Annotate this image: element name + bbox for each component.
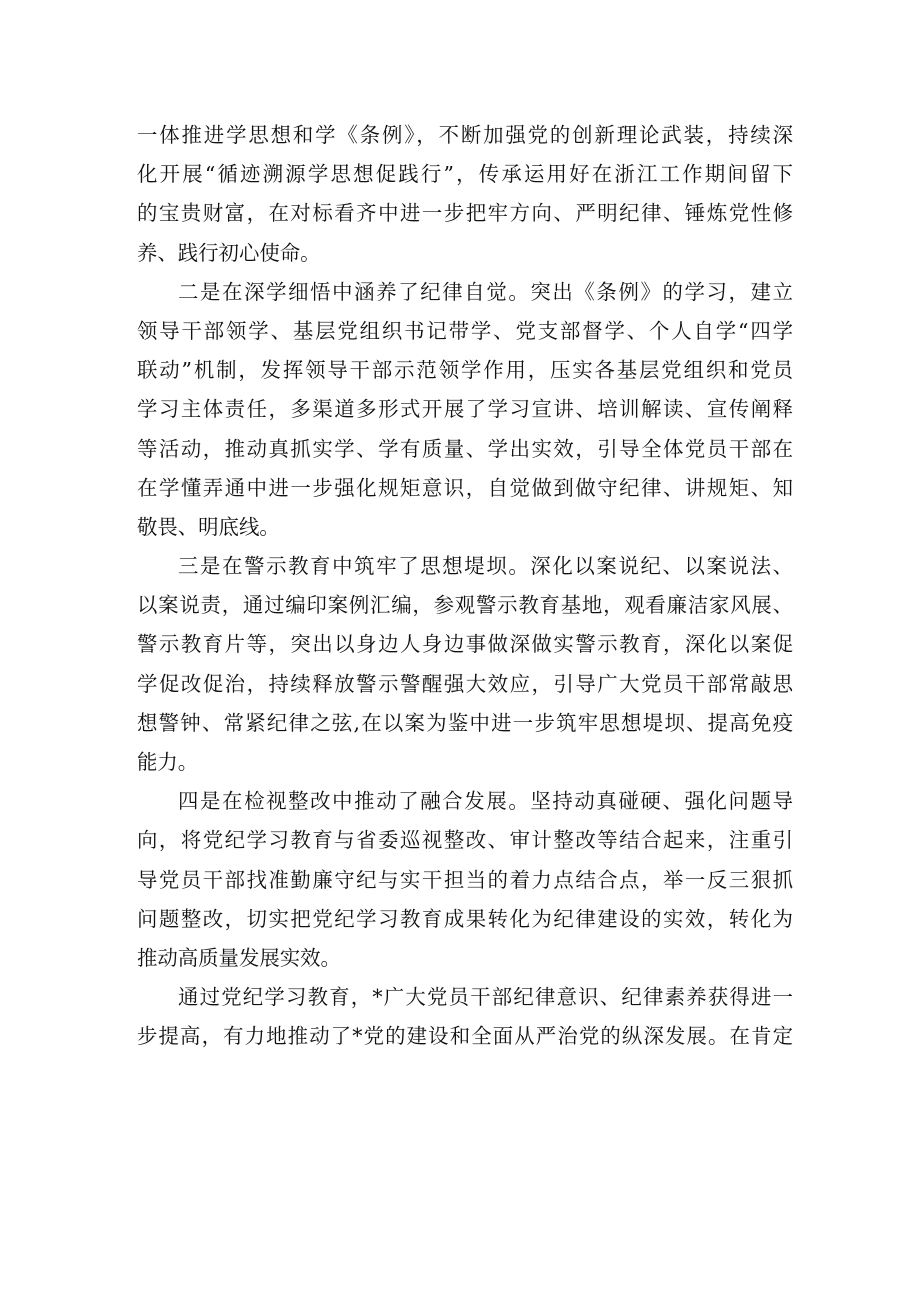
paragraph-2-discipline-awareness	[137, 273, 793, 547]
text-line: 在学懂弄通中进一步强化规矩意识，自觉做到做守纪律、讲规矩、知	[137, 475, 793, 500]
text-line: 能力。	[137, 750, 199, 774]
text-line: 警示教育片等，突出以身边人身边事做深做实警示教育，深化以案促	[137, 632, 793, 657]
text-line: 三是在警示教育中筑牢了思想堤坝。深化以案说纪、以案说法、	[178, 554, 793, 579]
text-line: 导党员干部找准勤廉守纪与实干担当的着力点结合点，举一反三狠抓	[137, 867, 793, 892]
text-line: 步提高，有力地推动了*党的建设和全面从严治党的纵深发展。在肯定	[137, 1024, 793, 1049]
text-line: 通过党纪学习教育，*广大党员干部纪律意识、纪律素养获得进一	[178, 985, 793, 1010]
paragraph-1	[137, 116, 793, 273]
text-line: 领导干部领学、基层党组织书记带学、党支部督学、个人自学“四学	[137, 318, 793, 343]
text-line: 二是在深学细悟中涵养了纪律自觉。突出《条例》的学习，建立	[178, 279, 793, 304]
text-line: 化开展“循迹溯源学思想促践行”，传承运用好在浙江工作期间留下	[137, 162, 793, 187]
text-line: 向，将党纪学习教育与省委巡视整改、审计整改等结合起来，注重引	[137, 828, 793, 853]
text-line: 敬畏、明底线。	[137, 514, 280, 539]
text-line: 学习主体责任，多渠道多形式开展了学习宣讲、培训解读、宣传阐释	[137, 397, 793, 422]
paragraph-4-rectification	[137, 782, 793, 978]
text-line: 学促改促治，持续释放警示警醒强大效应，引导广大党员干部常敲思	[137, 671, 793, 696]
text-line: 问题整改，切实把党纪学习教育成果转化为纪律建设的实效，转化为	[137, 906, 793, 931]
text-line: 以案说责，通过编印案例汇编，参观警示教育基地，观看廉洁家风展、	[137, 593, 793, 618]
text-line: 的宝贵财富，在对标看齐中进一步把牢方向、严明纪律、锤炼党性修	[137, 201, 793, 226]
text-line: 想警钟、常紧纪律之弦,在以案为鉴中进一步筑牢思想堤坝、提高免疫	[137, 710, 793, 735]
text-line: 推动高质量发展实效。	[137, 945, 341, 970]
text-line: 一体推进学思想和学《条例》，不断加强党的创新理论武装，持续深	[137, 123, 793, 147]
document-body	[137, 116, 793, 1057]
text-line: 养、践行初心使命。	[137, 240, 321, 265]
text-line: 等活动，推动真抓实学、学有质量、学出实效，引导全体党员干部在	[137, 436, 793, 461]
text-line: 联动”机制，发挥领导干部示范领学作用，压实各基层党组织和党员	[137, 358, 793, 383]
paragraph-5-summary	[137, 978, 793, 1056]
text-line: 四是在检视整改中推动了融合发展。坚持动真碰硬、强化问题导	[178, 789, 793, 814]
paragraph-3-warning-education	[137, 547, 793, 782]
